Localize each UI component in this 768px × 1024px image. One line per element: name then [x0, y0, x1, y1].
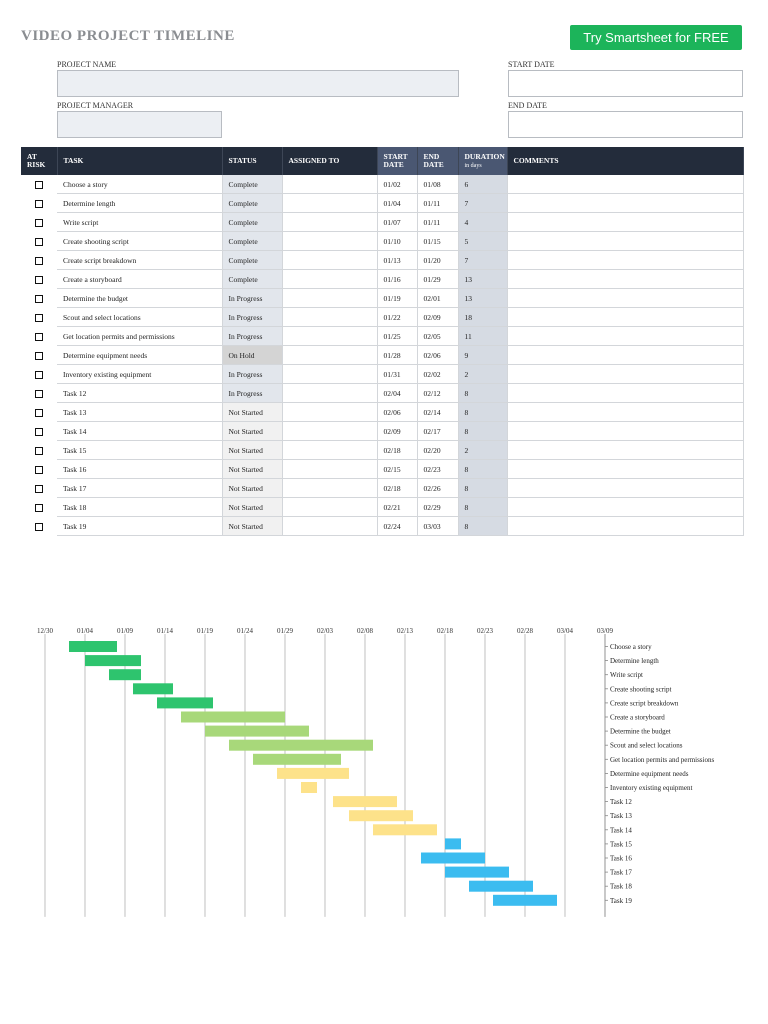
status-cell[interactable]: Not Started [222, 403, 282, 422]
end-date-cell[interactable]: 02/12 [417, 384, 458, 403]
x-tick-label: 02/13 [397, 627, 413, 635]
table-row [21, 232, 743, 251]
gantt-bar [109, 669, 141, 680]
page-title: VIDEO PROJECT TIMELINE [21, 28, 235, 44]
at-risk-cell [21, 308, 57, 327]
task-label: Determine the budget [610, 727, 671, 736]
assigned-to-cell[interactable] [282, 175, 377, 194]
assigned-to-cell[interactable] [282, 403, 377, 422]
at-risk-checkbox[interactable] [35, 352, 43, 360]
assigned-to-cell[interactable] [282, 232, 377, 251]
at-risk-checkbox[interactable] [35, 523, 43, 531]
task-label: Create script breakdown [610, 699, 679, 708]
task-cell[interactable]: Scout and select locations [57, 308, 222, 327]
gantt-bar [445, 867, 509, 878]
gantt-bar [469, 881, 533, 892]
at-risk-cell [21, 479, 57, 498]
at-risk-checkbox[interactable] [35, 447, 43, 455]
table-row [21, 365, 743, 384]
status-cell[interactable]: Complete [222, 213, 282, 232]
status-cell[interactable]: In Progress [222, 327, 282, 346]
start-date-cell[interactable]: 02/24 [377, 517, 417, 536]
table-row [21, 441, 743, 460]
at-risk-cell [21, 365, 57, 384]
header-assigned-to: ASSIGNED TO [282, 147, 377, 175]
at-risk-checkbox[interactable] [35, 390, 43, 398]
end-date-cell[interactable]: 01/08 [417, 175, 458, 194]
table-row [21, 213, 743, 232]
duration-cell: 8 [458, 479, 507, 498]
task-cell[interactable]: Task 17 [57, 479, 222, 498]
end-date-cell[interactable]: 02/26 [417, 479, 458, 498]
comments-cell[interactable] [507, 460, 743, 479]
gantt-bar [301, 782, 317, 793]
assigned-to-cell[interactable] [282, 384, 377, 403]
at-risk-checkbox[interactable] [35, 333, 43, 341]
status-cell[interactable]: On Hold [222, 346, 282, 365]
assigned-to-cell[interactable] [282, 422, 377, 441]
gantt-bar [333, 796, 397, 807]
assigned-to-cell[interactable] [282, 308, 377, 327]
table-row [21, 289, 743, 308]
project-manager-field[interactable] [57, 111, 222, 138]
x-tick-label: 01/24 [237, 627, 253, 635]
gantt-bar [229, 740, 373, 751]
at-risk-checkbox[interactable] [35, 428, 43, 436]
end-date-cell[interactable]: 02/14 [417, 403, 458, 422]
table-row [21, 308, 743, 327]
at-risk-cell [21, 441, 57, 460]
comments-cell[interactable] [507, 441, 743, 460]
task-label: Task 16 [610, 854, 632, 863]
duration-cell: 9 [458, 346, 507, 365]
task-cell[interactable]: Create a storyboard [57, 270, 222, 289]
at-risk-checkbox[interactable] [35, 504, 43, 512]
duration-cell: 13 [458, 289, 507, 308]
start-date-cell[interactable]: 01/16 [377, 270, 417, 289]
header-duration-label: DURATION [464, 151, 505, 161]
table-row [21, 384, 743, 403]
at-risk-cell [21, 346, 57, 365]
assigned-to-cell[interactable] [282, 327, 377, 346]
comments-cell[interactable] [507, 289, 743, 308]
end-date-cell[interactable]: 02/29 [417, 498, 458, 517]
task-cell[interactable]: Get location permits and permissions [57, 327, 222, 346]
x-tick-label: 02/03 [317, 627, 333, 635]
comments-cell[interactable] [507, 517, 743, 536]
start-date-cell[interactable]: 01/13 [377, 251, 417, 270]
assigned-to-cell[interactable] [282, 289, 377, 308]
task-cell[interactable]: Inventory existing equipment [57, 365, 222, 384]
gantt-chart [0, 620, 768, 920]
task-cell[interactable]: Task 14 [57, 422, 222, 441]
table-row [21, 327, 743, 346]
at-risk-cell [21, 384, 57, 403]
gantt-bar [253, 754, 341, 765]
task-cell[interactable]: Create shooting script [57, 232, 222, 251]
at-risk-cell [21, 422, 57, 441]
start-date-cell[interactable]: 01/10 [377, 232, 417, 251]
start-date-cell[interactable]: 01/25 [377, 327, 417, 346]
start-date-cell[interactable]: 01/31 [377, 365, 417, 384]
duration-cell: 4 [458, 213, 507, 232]
task-cell[interactable]: Determine length [57, 194, 222, 213]
comments-cell[interactable] [507, 327, 743, 346]
gantt-bar [349, 810, 413, 821]
comments-cell[interactable] [507, 422, 743, 441]
table-row [21, 346, 743, 365]
at-risk-checkbox[interactable] [35, 238, 43, 246]
start-date-cell[interactable]: 01/28 [377, 346, 417, 365]
x-tick-label: 02/23 [477, 627, 493, 635]
table-row [21, 403, 743, 422]
at-risk-checkbox[interactable] [35, 371, 43, 379]
try-smartsheet-button[interactable]: Try Smartsheet for FREE [570, 25, 742, 50]
table-row [21, 270, 743, 289]
assigned-to-cell[interactable] [282, 498, 377, 517]
gantt-bar [205, 726, 309, 737]
comments-cell[interactable] [507, 346, 743, 365]
duration-cell: 2 [458, 365, 507, 384]
status-cell[interactable]: Not Started [222, 460, 282, 479]
at-risk-cell [21, 498, 57, 517]
at-risk-checkbox[interactable] [35, 466, 43, 474]
start-date-cell[interactable]: 01/07 [377, 213, 417, 232]
task-cell[interactable]: Determine the budget [57, 289, 222, 308]
assigned-to-cell[interactable] [282, 479, 377, 498]
at-risk-cell [21, 213, 57, 232]
at-risk-checkbox[interactable] [35, 181, 43, 189]
at-risk-cell [21, 403, 57, 422]
end-date-cell[interactable]: 02/06 [417, 346, 458, 365]
status-cell[interactable]: Complete [222, 270, 282, 289]
at-risk-cell [21, 194, 57, 213]
duration-cell: 8 [458, 460, 507, 479]
table-row [21, 479, 743, 498]
at-risk-checkbox[interactable] [35, 200, 43, 208]
at-risk-checkbox[interactable] [35, 276, 43, 284]
duration-cell: 8 [458, 422, 507, 441]
status-cell[interactable]: Complete [222, 232, 282, 251]
status-cell[interactable]: Not Started [222, 441, 282, 460]
header-start-date: START DATE [377, 147, 417, 175]
x-tick-label: 02/28 [517, 627, 533, 635]
comments-cell[interactable] [507, 403, 743, 422]
task-cell[interactable]: Create script breakdown [57, 251, 222, 270]
table-row [21, 517, 743, 536]
end-date-cell[interactable]: 02/23 [417, 460, 458, 479]
at-risk-checkbox[interactable] [35, 485, 43, 493]
duration-cell: 2 [458, 441, 507, 460]
assigned-to-cell[interactable] [282, 270, 377, 289]
table-row [21, 251, 743, 270]
status-cell[interactable]: Not Started [222, 479, 282, 498]
end-date-cell[interactable]: 01/20 [417, 251, 458, 270]
x-tick-label: 01/19 [197, 627, 213, 635]
comments-cell[interactable] [507, 232, 743, 251]
task-cell[interactable]: Task 13 [57, 403, 222, 422]
gantt-bar [373, 824, 437, 835]
comments-cell[interactable] [507, 213, 743, 232]
assigned-to-cell[interactable] [282, 460, 377, 479]
task-cell[interactable]: Write script [57, 213, 222, 232]
table-row [21, 422, 743, 441]
start-date-cell[interactable]: 01/19 [377, 289, 417, 308]
at-risk-checkbox[interactable] [35, 314, 43, 322]
task-cell[interactable]: Choose a story [57, 175, 222, 194]
task-cell[interactable]: Task 12 [57, 384, 222, 403]
x-tick-label: 02/18 [437, 627, 453, 635]
start-date-cell[interactable]: 01/04 [377, 194, 417, 213]
at-risk-cell [21, 270, 57, 289]
start-date-field[interactable] [508, 70, 743, 97]
table-row [21, 194, 743, 213]
assigned-to-cell[interactable] [282, 346, 377, 365]
at-risk-cell [21, 517, 57, 536]
at-risk-checkbox[interactable] [35, 409, 43, 417]
task-label: Task 18 [610, 882, 632, 891]
gantt-bar [157, 697, 213, 708]
at-risk-cell [21, 289, 57, 308]
end-date-cell[interactable]: 02/05 [417, 327, 458, 346]
end-date-cell[interactable]: 02/09 [417, 308, 458, 327]
gantt-bar [493, 895, 557, 906]
project-manager-label: PROJECT MANAGER [57, 101, 134, 110]
task-cell[interactable]: Task 16 [57, 460, 222, 479]
end-date-cell[interactable]: 01/15 [417, 232, 458, 251]
comments-cell[interactable] [507, 175, 743, 194]
duration-cell: 7 [458, 194, 507, 213]
table-row [21, 175, 743, 194]
x-tick-label: 01/09 [117, 627, 133, 635]
end-date-cell[interactable]: 01/11 [417, 194, 458, 213]
start-date-cell[interactable]: 02/09 [377, 422, 417, 441]
task-label: Create a storyboard [610, 713, 665, 722]
duration-cell: 7 [458, 251, 507, 270]
x-tick-label: 01/29 [277, 627, 293, 635]
gantt-bar [277, 768, 349, 779]
header-task: TASK [57, 147, 222, 175]
status-cell[interactable]: Complete [222, 194, 282, 213]
task-label: Inventory existing equipment [610, 784, 693, 792]
duration-cell: 13 [458, 270, 507, 289]
start-date-cell[interactable]: 02/21 [377, 498, 417, 517]
start-date-cell[interactable]: 01/02 [377, 175, 417, 194]
comments-cell[interactable] [507, 365, 743, 384]
duration-cell: 8 [458, 498, 507, 517]
start-date-cell[interactable]: 02/15 [377, 460, 417, 479]
x-tick-label: 03/09 [597, 627, 613, 635]
duration-cell: 11 [458, 327, 507, 346]
assigned-to-cell[interactable] [282, 365, 377, 384]
project-name-label: PROJECT NAME [57, 60, 117, 69]
status-cell[interactable]: Not Started [222, 498, 282, 517]
end-date-cell[interactable]: 02/20 [417, 441, 458, 460]
task-cell[interactable]: Task 15 [57, 441, 222, 460]
at-risk-checkbox[interactable] [35, 219, 43, 227]
duration-cell: 5 [458, 232, 507, 251]
start-date-cell[interactable]: 02/04 [377, 384, 417, 403]
task-label: Task 14 [610, 826, 632, 835]
start-date-cell[interactable]: 02/18 [377, 441, 417, 460]
assigned-to-cell[interactable] [282, 517, 377, 536]
comments-cell[interactable] [507, 308, 743, 327]
task-label: Task 12 [610, 798, 632, 807]
end-date-cell[interactable]: 02/02 [417, 365, 458, 384]
at-risk-cell [21, 327, 57, 346]
task-label: Task 15 [610, 840, 632, 849]
comments-cell[interactable] [507, 251, 743, 270]
task-label: Determine equipment needs [610, 769, 689, 778]
task-cell[interactable]: Determine equipment needs [57, 346, 222, 365]
assigned-to-cell[interactable] [282, 251, 377, 270]
task-label: Task 17 [610, 868, 632, 877]
task-label: Scout and select locations [610, 741, 683, 750]
comments-cell[interactable] [507, 384, 743, 403]
x-tick-label: 03/04 [557, 627, 573, 635]
at-risk-cell [21, 232, 57, 251]
comments-cell[interactable] [507, 479, 743, 498]
task-label: Task 13 [610, 812, 632, 821]
comments-cell[interactable] [507, 270, 743, 289]
gantt-bar [181, 712, 285, 723]
gantt-bar [421, 853, 485, 864]
comments-cell[interactable] [507, 498, 743, 517]
status-cell[interactable]: Not Started [222, 517, 282, 536]
assigned-to-cell[interactable] [282, 441, 377, 460]
header-comments: COMMENTS [507, 147, 743, 175]
x-tick-label: 02/08 [357, 627, 373, 635]
task-label: Write script [610, 671, 643, 680]
gantt-bar [445, 838, 461, 849]
header-duration-unit: in days [464, 162, 482, 169]
at-risk-cell [21, 251, 57, 270]
end-date-cell[interactable]: 03/03 [417, 517, 458, 536]
at-risk-cell [21, 460, 57, 479]
x-tick-label: 12/30 [37, 627, 53, 635]
status-cell[interactable]: In Progress [222, 384, 282, 403]
header-end-date: END DATE [417, 147, 458, 175]
table-row [21, 460, 743, 479]
start-date-label: START DATE [508, 60, 555, 69]
assigned-to-cell[interactable] [282, 213, 377, 232]
task-label: Determine length [610, 657, 659, 666]
header-duration [458, 147, 507, 175]
gantt-bar [133, 683, 173, 694]
duration-cell: 8 [458, 403, 507, 422]
duration-cell: 8 [458, 384, 507, 403]
task-label: Task 19 [610, 896, 632, 905]
assigned-to-cell[interactable] [282, 194, 377, 213]
status-cell[interactable]: Complete [222, 251, 282, 270]
table-row [21, 498, 743, 517]
project-name-field[interactable] [57, 70, 459, 97]
status-cell[interactable]: In Progress [222, 289, 282, 308]
gantt-bar [69, 641, 117, 652]
duration-cell: 6 [458, 175, 507, 194]
x-tick-label: 01/04 [77, 627, 93, 635]
end-date-cell[interactable]: 01/11 [417, 213, 458, 232]
comments-cell[interactable] [507, 194, 743, 213]
task-label: Create shooting script [610, 685, 672, 694]
status-cell[interactable]: In Progress [222, 308, 282, 327]
table-header-row [21, 147, 743, 175]
status-cell[interactable]: Not Started [222, 422, 282, 441]
x-tick-label: 01/14 [157, 627, 173, 635]
end-date-cell[interactable]: 02/17 [417, 422, 458, 441]
task-label: Get location permits and permissions [610, 755, 715, 764]
end-date-cell[interactable]: 01/29 [417, 270, 458, 289]
task-cell[interactable]: Task 19 [57, 517, 222, 536]
duration-cell: 18 [458, 308, 507, 327]
task-label: Choose a story [610, 643, 652, 651]
header-at-risk: AT RISK [21, 147, 57, 175]
end-date-label: END DATE [508, 101, 547, 110]
status-cell[interactable]: In Progress [222, 365, 282, 384]
at-risk-checkbox[interactable] [35, 295, 43, 303]
task-cell[interactable]: Task 18 [57, 498, 222, 517]
end-date-cell[interactable]: 02/01 [417, 289, 458, 308]
start-date-cell[interactable]: 02/06 [377, 403, 417, 422]
end-date-field[interactable] [508, 111, 743, 138]
at-risk-cell [21, 175, 57, 194]
timeline-table [21, 147, 744, 536]
status-cell[interactable]: Complete [222, 175, 282, 194]
gantt-bar [85, 655, 141, 666]
at-risk-checkbox[interactable] [35, 257, 43, 265]
header-status: STATUS [222, 147, 282, 175]
start-date-cell[interactable]: 02/18 [377, 479, 417, 498]
duration-cell: 8 [458, 517, 507, 536]
start-date-cell[interactable]: 01/22 [377, 308, 417, 327]
